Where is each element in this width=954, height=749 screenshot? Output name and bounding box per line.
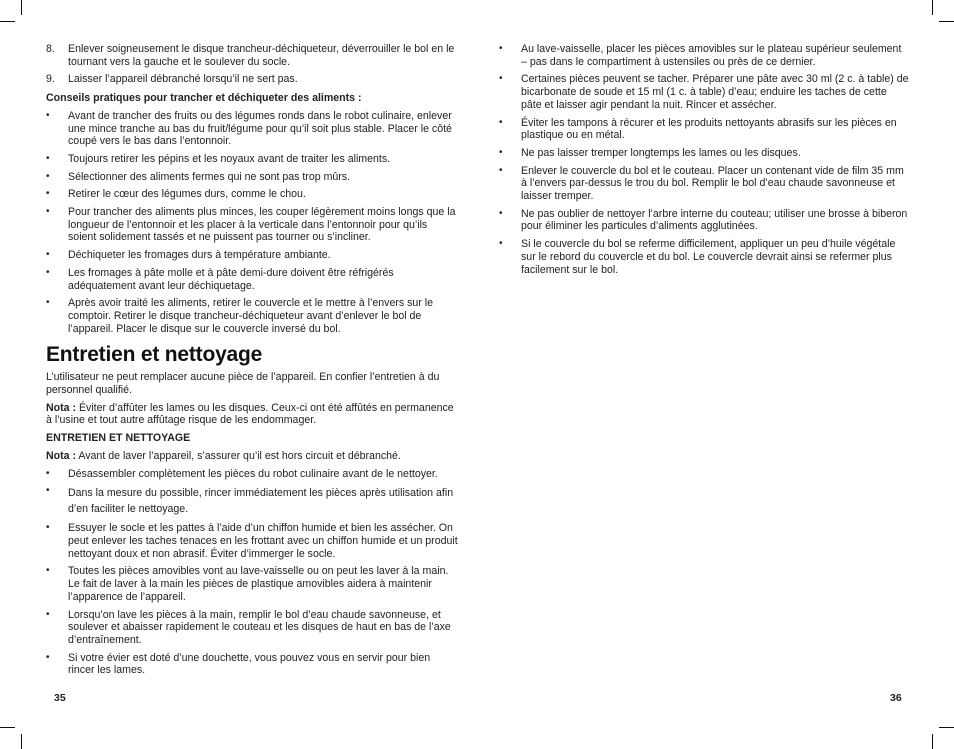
bullet-icon: •	[499, 73, 503, 85]
bullet-icon: •	[46, 109, 50, 121]
bullet-icon: •	[46, 170, 50, 182]
care-text: Éviter les tampons à récurer et les produits nettoyants abrasifs sur les pièces en plastique ou en métal.	[521, 116, 897, 142]
note-paragraph	[46, 402, 458, 427]
care-text: Si votre évier est doté d’une douchette, vous pouvez vous en servir pour bien rincer les lames.	[68, 651, 431, 677]
step-text: Laisser l’appareil débranché lorsqu’il ne sert pas.	[68, 73, 298, 86]
care-text: Si le couvercle du bol se referme difficilement, appliquer un peu d’huile végétale sur le rebord du couvercle et du bol. Le couvercle devrait ainsi se refermer plus facilement sur le bol.	[521, 238, 896, 276]
bullet-icon: •	[499, 116, 503, 128]
bullet-icon: •	[46, 206, 50, 218]
care-item	[46, 485, 458, 517]
care-item	[46, 652, 458, 677]
bullet-icon: •	[499, 43, 503, 54]
tip-text: Avant de trancher des fruits ou des légumes ronds dans le robot culinaire, enlever une mince tranche au bas du fruit/légume pour qu’il soit plus stable. Placer le côté coupé vers le bas dans l’entonnoir.	[68, 109, 452, 148]
bullet-icon: •	[46, 188, 50, 200]
care-text: Au lave-vaisselle, placer les pièces amovibles sur le plateau supérieur seulement – pas dans le compartiment à ustensiles ou près de ce dernier.	[521, 43, 902, 68]
care-text: Toutes les pièces amovibles vont au lave-vaisselle ou on peut les laver à la main. Le fait de laver à la main les pièces de plastique amovibles aidera à maintenir l’apparence de l’appareil.	[68, 565, 449, 603]
care-text: Enlever le couvercle du bol et le couteau. Placer un contenant vide de film 35 mm à l’envers par-dessus le trou du bol. Remplir le bol d’eau chaude savonneuse et laisser tremper.	[521, 164, 904, 203]
bullet-icon: •	[46, 608, 50, 620]
tip-item	[46, 206, 458, 244]
crop-mark	[932, 0, 933, 15]
crop-mark	[0, 21, 15, 22]
care-item	[499, 43, 909, 68]
note-label: Nota :	[46, 401, 77, 414]
care-text: Ne pas oublier de nettoyer l’arbre interne du couteau; utiliser une brosse à biberon pour éliminer les particules d’aliments agglutinées.	[521, 207, 908, 233]
page-number-left: 35	[54, 692, 66, 704]
step-text: Enlever soigneusement le disque trancheur-déchiqueteur, déverrouiller le bol en le tournant vers la gauche et le soulever du socle.	[68, 43, 455, 68]
crop-mark	[939, 727, 954, 728]
bullet-icon: •	[499, 164, 503, 176]
bullet-icon: •	[46, 651, 50, 663]
intro-paragraph: L’utilisateur ne peut remplacer aucune pièce de l’appareil. En confier l’entretien à du personnel qualifié.	[46, 371, 440, 397]
care-heading: ENTRETIEN ET NETTOYAGE	[46, 432, 191, 445]
tip-text: Pour trancher des aliments plus minces, les couper légèrement moins longs que la longueur de l’entonnoir et les placer à la verticale dans l’entonnoir pour qu’ils soient solidement tassés et ne puissent pas tourner ou s’incliner.	[68, 206, 456, 244]
bullet-icon: •	[46, 485, 50, 497]
numbered-step	[46, 73, 458, 86]
crop-mark	[21, 734, 22, 749]
care-text: Désassembler complètement les pièces du robot culinaire avant de le nettoyer.	[68, 467, 438, 480]
care-item	[499, 208, 909, 233]
step-number: 8.	[46, 43, 55, 55]
bullet-icon: •	[499, 146, 503, 158]
care-text: Essuyer le socle et les pattes à l’aide d’un chiffon humide et bien les assécher. On peut enlever les taches tenaces en les frottant avec un chiffon humide et un produit nettoyant doux et non abrasif. Éviter d’immerger le socle.	[68, 522, 458, 560]
tip-item	[46, 267, 458, 292]
bullet-icon: •	[46, 297, 50, 309]
care-item	[499, 73, 909, 111]
tip-item	[46, 188, 458, 201]
tip-text: Sélectionner des aliments fermes qui ne sont pas trop mûrs.	[68, 170, 351, 183]
crop-mark	[939, 21, 954, 22]
care-text: Dans la mesure du possible, rincer immédiatement les pièces après utilisation afin d’en faciliter le nettoyage.	[68, 487, 454, 516]
note-label: Nota :	[46, 449, 77, 462]
tip-text: Déchiqueter les fromages durs à température ambiante.	[68, 249, 331, 262]
right-page-column	[499, 43, 909, 281]
bullet-icon: •	[46, 522, 50, 534]
care-item	[46, 468, 458, 481]
care-item	[499, 238, 909, 276]
crop-mark	[932, 734, 933, 749]
note-text: Éviter d’affûter les lames ou les disques. Ceux-ci ont été affûtés en permanence à l’usine et tout autre affûtage risque de les endommager.	[46, 401, 454, 427]
bullet-icon: •	[46, 249, 50, 261]
tip-text: Toujours retirer les pépins et les noyaux avant de traiter les aliments.	[68, 152, 391, 165]
page-number-right: 36	[890, 692, 902, 704]
bullet-icon: •	[46, 565, 50, 577]
tip-item	[46, 297, 458, 335]
care-text: Lorsqu’on lave les pièces à la main, remplir le bol d’eau chaude savonneuse, et soulever et abaisser rapidement le couteau et les disques de haut en bas de l’axe d’entraînement.	[68, 608, 451, 646]
care-item	[46, 565, 458, 603]
tip-text: Les fromages à pâte molle et à pâte demi-dure doivent être réfrigérés adéquatement avant leur déchiquetage.	[68, 266, 394, 292]
care-text: Certaines pièces peuvent se tacher. Préparer une pâte avec 30 ml (2 c. à table) de bicarbonate de soude et 15 ml (1 c. à table) d’eau; enduire les taches de cette pâte et laisser agir pendant la nuit. Rincer et assécher.	[521, 73, 909, 111]
tip-text: Après avoir traité les aliments, retirer le couvercle et le mettre à l’envers sur le comptoir. Retirer le disque trancheur-déchiqueteur avant d’enlever le bol de l’appareil. Placer le disque sur le couvercle inversé du bol.	[68, 297, 434, 335]
care-item	[46, 522, 458, 560]
tip-item	[46, 249, 458, 262]
tip-item	[46, 153, 458, 166]
note-text: Avant de laver l’appareil, s’assurer qu’il est hors circuit et débranché.	[76, 449, 401, 462]
crop-mark	[21, 0, 22, 15]
bullet-icon: •	[499, 207, 503, 219]
bullet-icon: •	[46, 467, 50, 479]
step-number: 9.	[46, 73, 55, 86]
bullet-icon: •	[46, 152, 50, 164]
care-item	[499, 165, 909, 203]
tip-text: Retirer le cœur des légumes durs, comme le chou.	[68, 188, 306, 201]
care-item	[499, 147, 909, 160]
care-item	[499, 117, 909, 142]
care-text: Ne pas laisser tremper longtemps les lames ou les disques.	[521, 146, 801, 159]
care-item	[46, 609, 458, 647]
numbered-step	[46, 43, 458, 68]
note-paragraph	[46, 450, 458, 463]
tip-item	[46, 171, 458, 184]
section-title: Entretien et nettoyage	[46, 343, 263, 367]
crop-mark	[0, 727, 15, 728]
bullet-icon: •	[499, 238, 503, 250]
left-page-column	[46, 43, 458, 682]
tips-heading: Conseils pratiques pour trancher et déchiqueter des aliments :	[46, 92, 362, 105]
bullet-icon: •	[46, 266, 50, 278]
tip-item	[46, 110, 458, 148]
